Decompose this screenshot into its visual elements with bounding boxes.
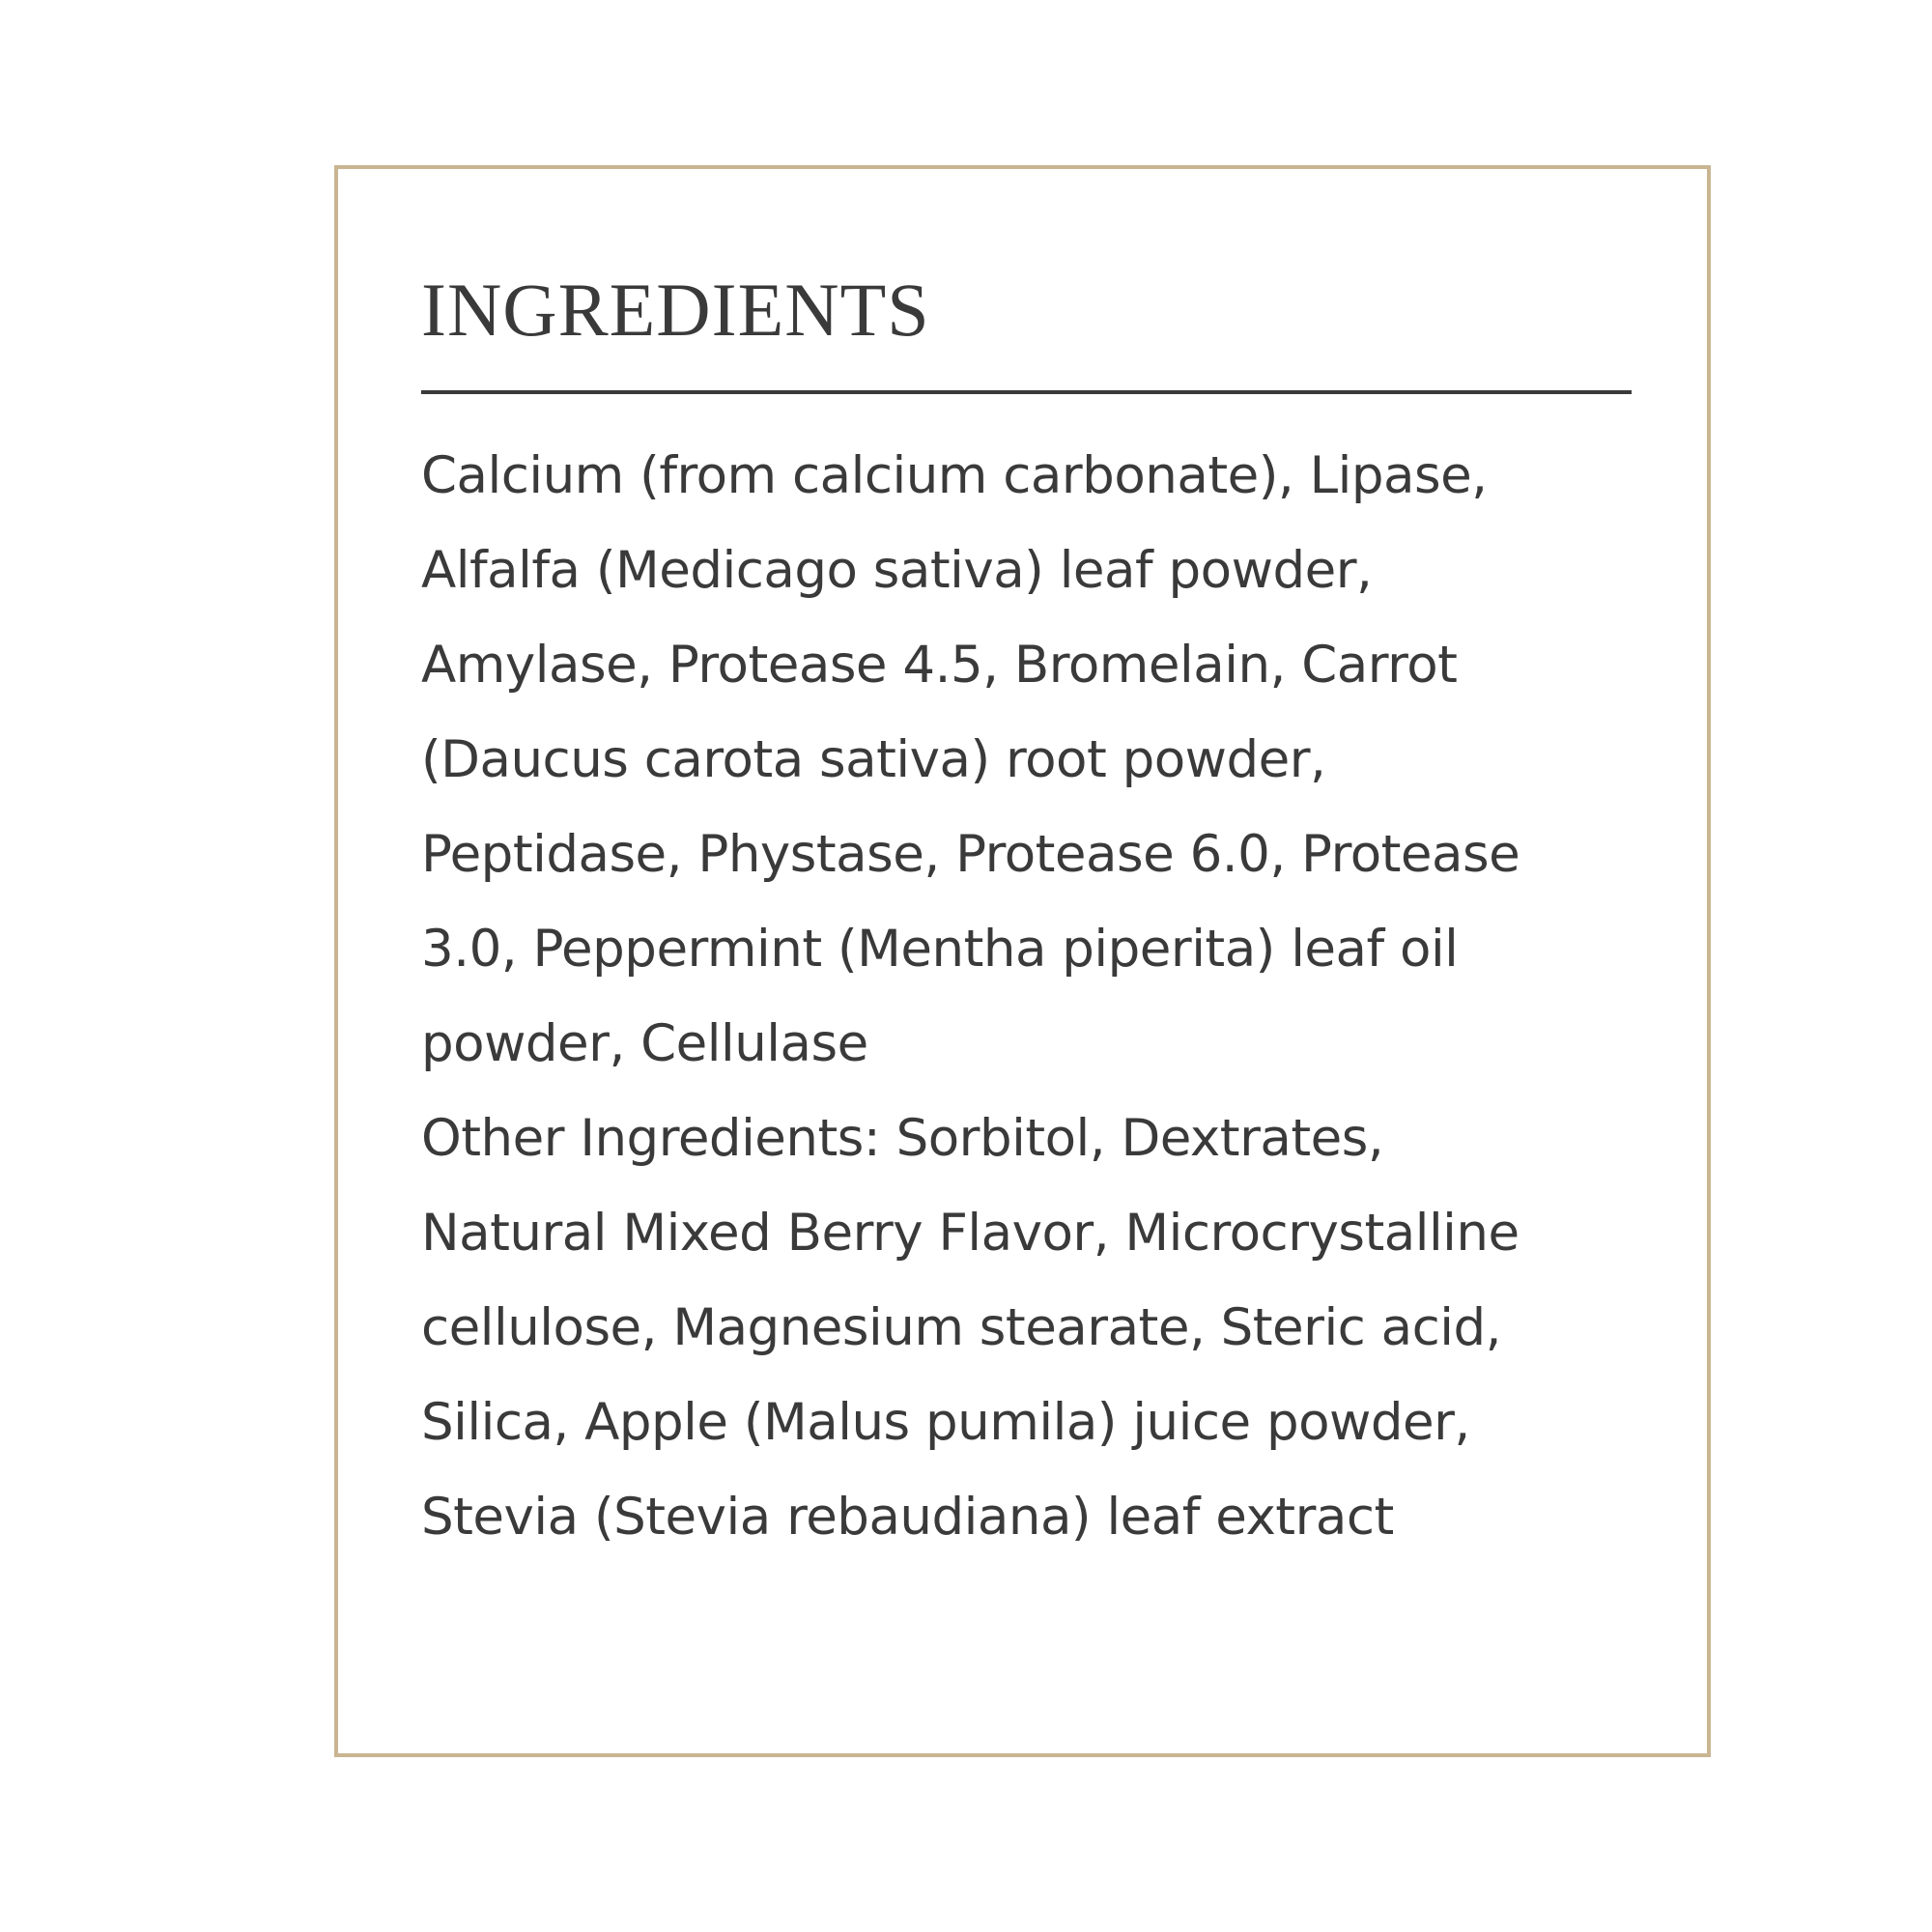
ingredients-card-content (421, 262, 1632, 1565)
ingredients-line: Calcium (from calcium carbonate), Lipase, (421, 446, 1488, 505)
ingredients-line: Amylase, Protease 4.5, Bromelain, Carrot (421, 636, 1458, 695)
other-ingredients-line: cellulose, Magnesium stearate, Steric acid, (421, 1298, 1501, 1357)
ingredients-line: Alfalfa (Medicago sativa) leaf powder, (421, 541, 1373, 600)
ingredients-title: INGREDIENTS (421, 268, 930, 352)
ingredients-line: Peptidase, Phystase, Protease 6.0, Protease (421, 825, 1520, 884)
ingredients-line: powder, Cellulase (421, 1014, 868, 1073)
title-divider (421, 390, 1632, 394)
other-ingredients-paragraph (421, 1092, 1632, 1565)
ingredients-line: 3.0, Peppermint (Mentha piperita) leaf oil (421, 920, 1459, 979)
ingredients-text (421, 429, 1632, 1565)
other-ingredients-line: Stevia (Stevia rebaudiana) leaf extract (421, 1488, 1394, 1547)
ingredients-paragraph (421, 429, 1632, 1092)
other-ingredients-line: Natural Mixed Berry Flavor, Microcrystalline (421, 1204, 1520, 1263)
ingredients-card (334, 165, 1711, 1757)
other-ingredients-line: Other Ingredients: Sorbitol, Dextrates, (421, 1109, 1384, 1168)
ingredients-line: (Daucus carota sativa) root powder, (421, 730, 1326, 789)
other-ingredients-line: Silica, Apple (Malus pumila) juice powder, (421, 1393, 1470, 1452)
